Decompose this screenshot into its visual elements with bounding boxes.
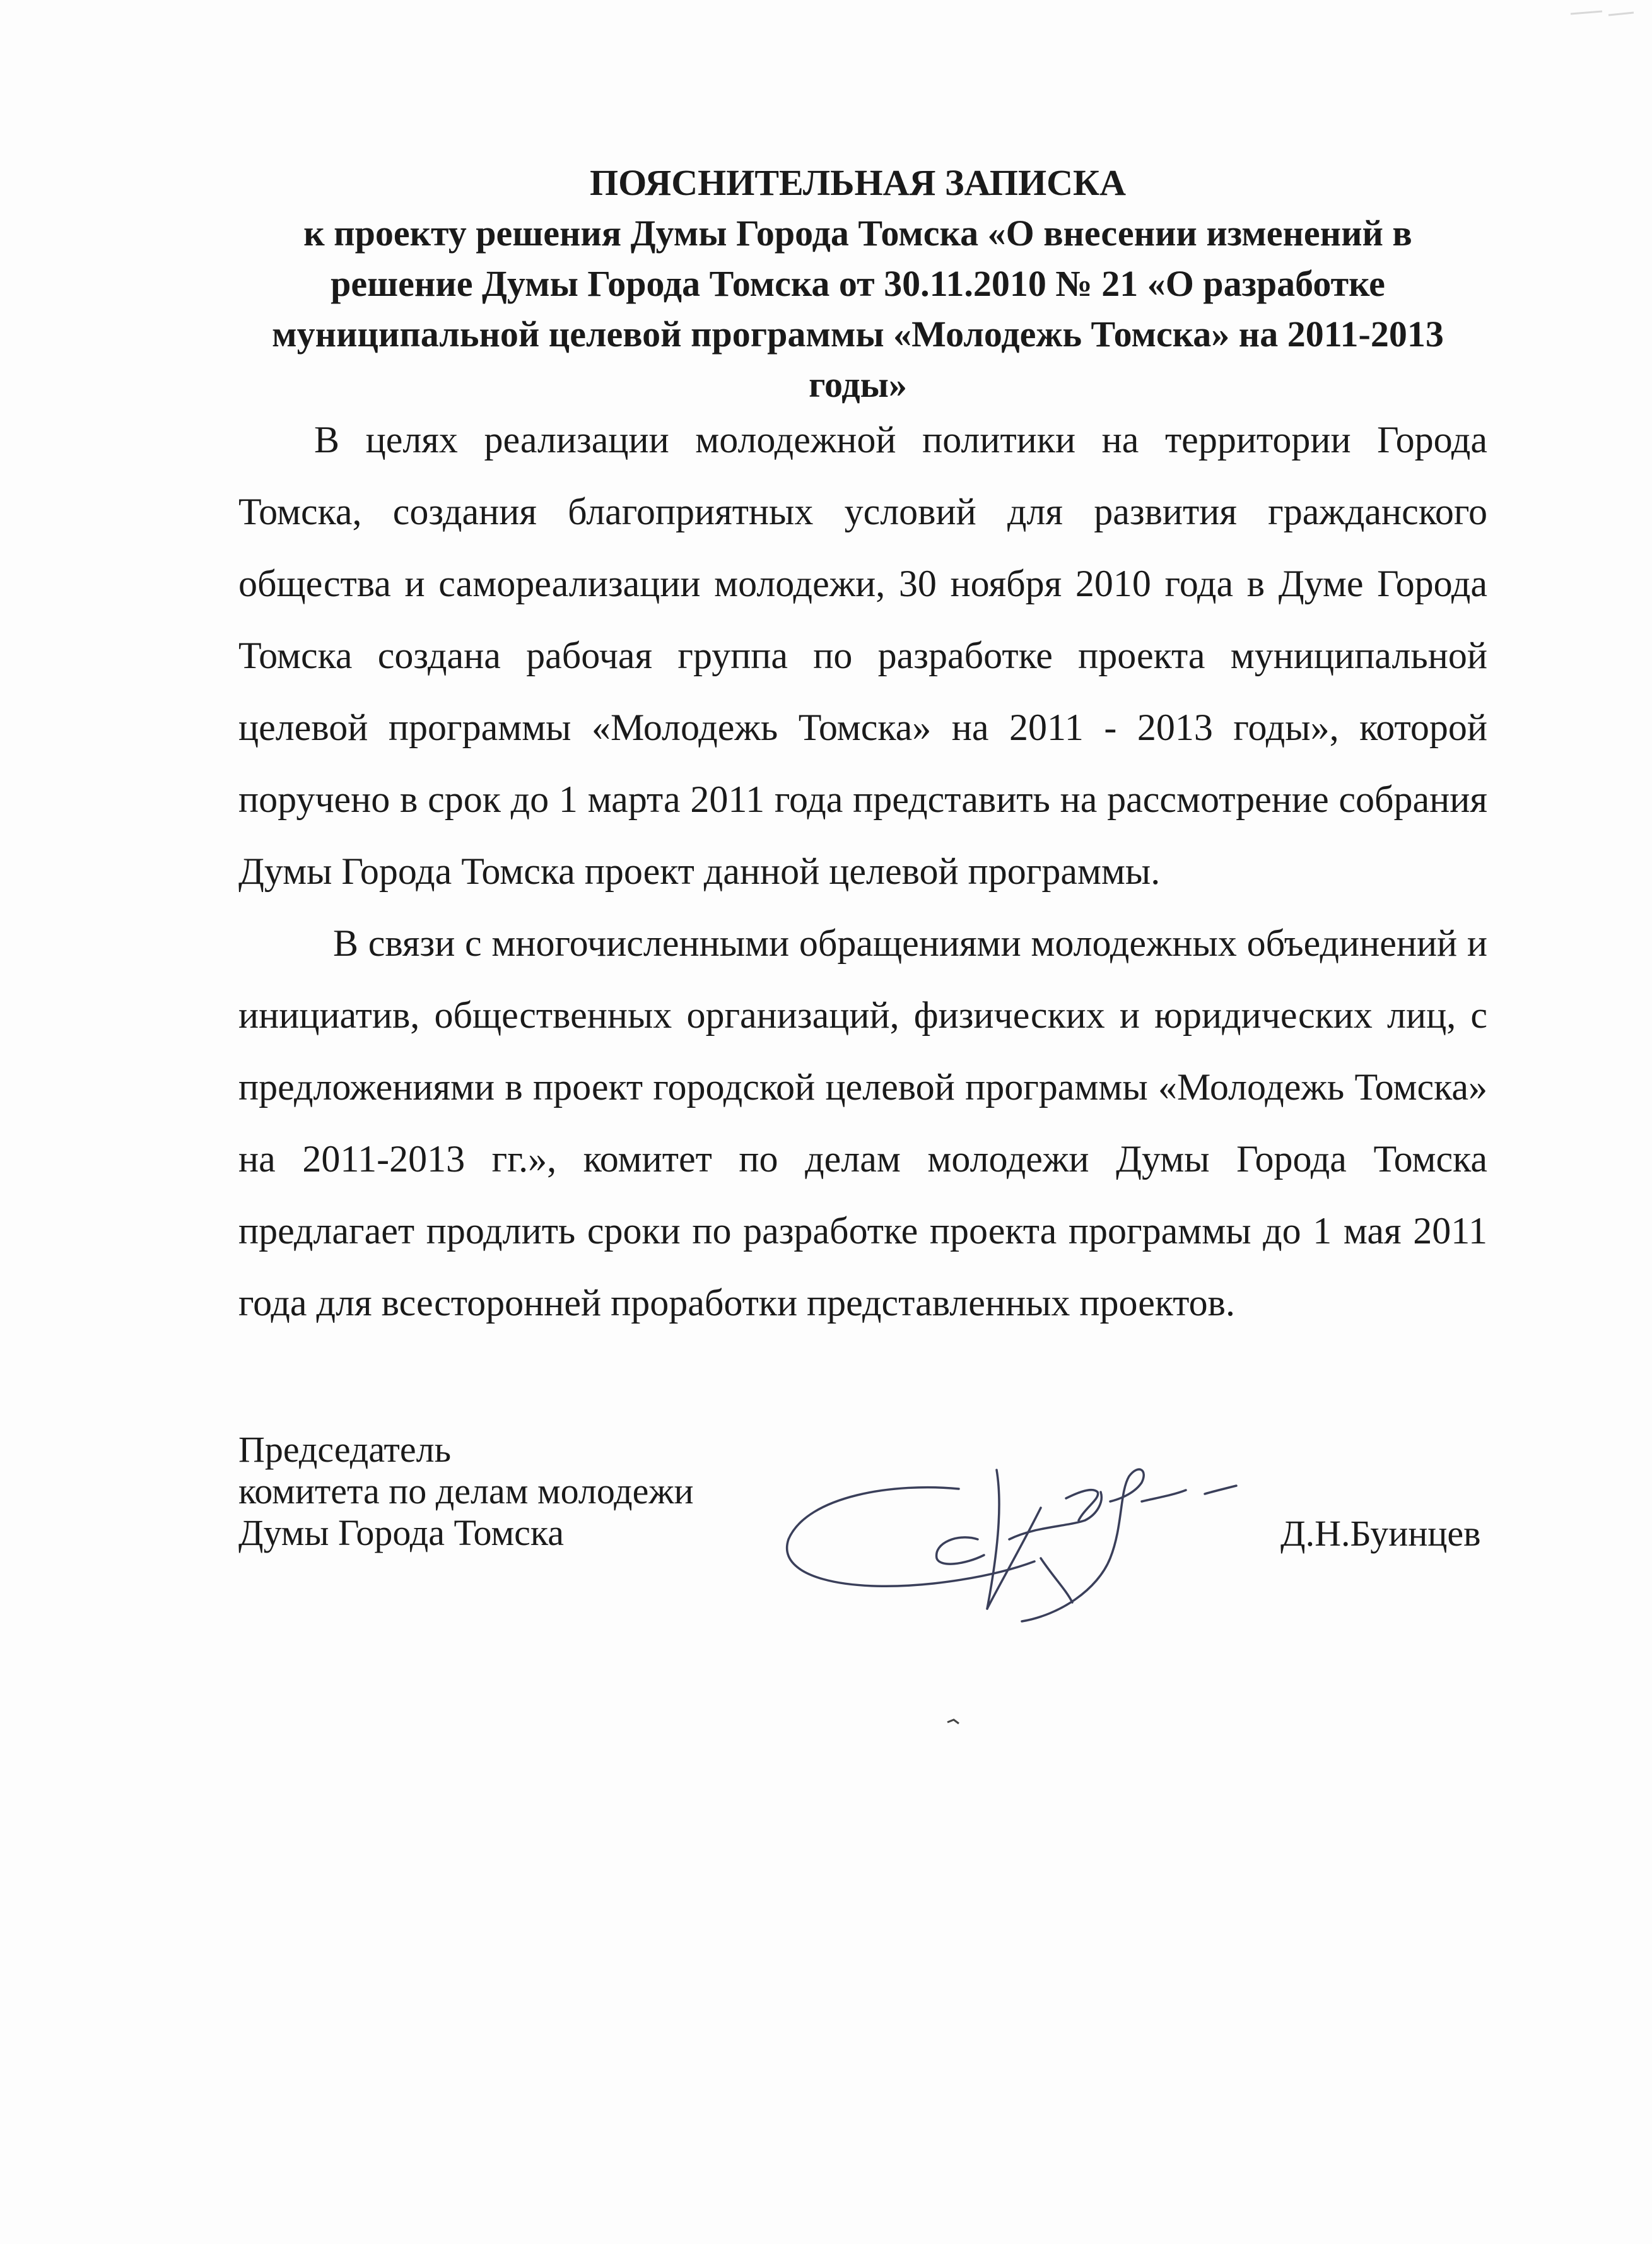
signatory-position — [238, 1429, 694, 1554]
document-body — [238, 404, 1487, 1339]
title-subtitle-line: годы» — [809, 364, 907, 405]
handwritten-signature-icon — [770, 1432, 1262, 1634]
document-title — [240, 158, 1476, 410]
position-line: Думы Города Томска — [238, 1512, 564, 1553]
title-subtitle-line: муниципальной целевой программы «Молодежь Томска» на 2011-2013 — [272, 314, 1444, 355]
scan-speck-icon — [946, 1717, 960, 1726]
signatory-name: Д.Н.Буинцев — [1280, 1513, 1481, 1554]
title-subtitle-line: решение Думы Города Томска от 30.11.2010 № 21 «О разработке — [331, 263, 1385, 304]
position-line: комитета по делам молодежи — [238, 1471, 694, 1512]
body-paragraph: В связи с многочисленными обращениями молодежных объединений и инициатив, общественных организаций, физических и юридических лиц, с предложениями в проект городской целевой программы «Молодежь Томска» на 2011-2013 гг.», комитет по делам молодежи Думы Города Томска предлагает продлить сроки по разработке проекта программы до 1 мая 2011 года для всесторонней проработки представленных проектов. — [238, 922, 1487, 1324]
body-paragraph: В целях реализации молодежной политики на территории Города Томска, создания благоприятных условий для развития гражданского общества и самореализации молодежи, 30 ноября 2010 года в Думе Города Томска создана рабочая группа по разработке проекта муниципальной целевой программы «Молодежь Томска» на 2011 - 2013 годы», которой поручено в срок до 1 марта 2011 года представить на рассмотрение собрания Думы Города Томска проект данной целевой программы. — [238, 419, 1487, 892]
title-subtitle-line: к проекту решения Думы Города Томска «О внесении изменений в — [303, 213, 1412, 254]
scan-corner-mark — [1564, 6, 1640, 32]
position-line: Председатель — [238, 1429, 452, 1470]
title-main: ПОЯСНИТЕЛЬНАЯ ЗАПИСКА — [589, 162, 1126, 203]
